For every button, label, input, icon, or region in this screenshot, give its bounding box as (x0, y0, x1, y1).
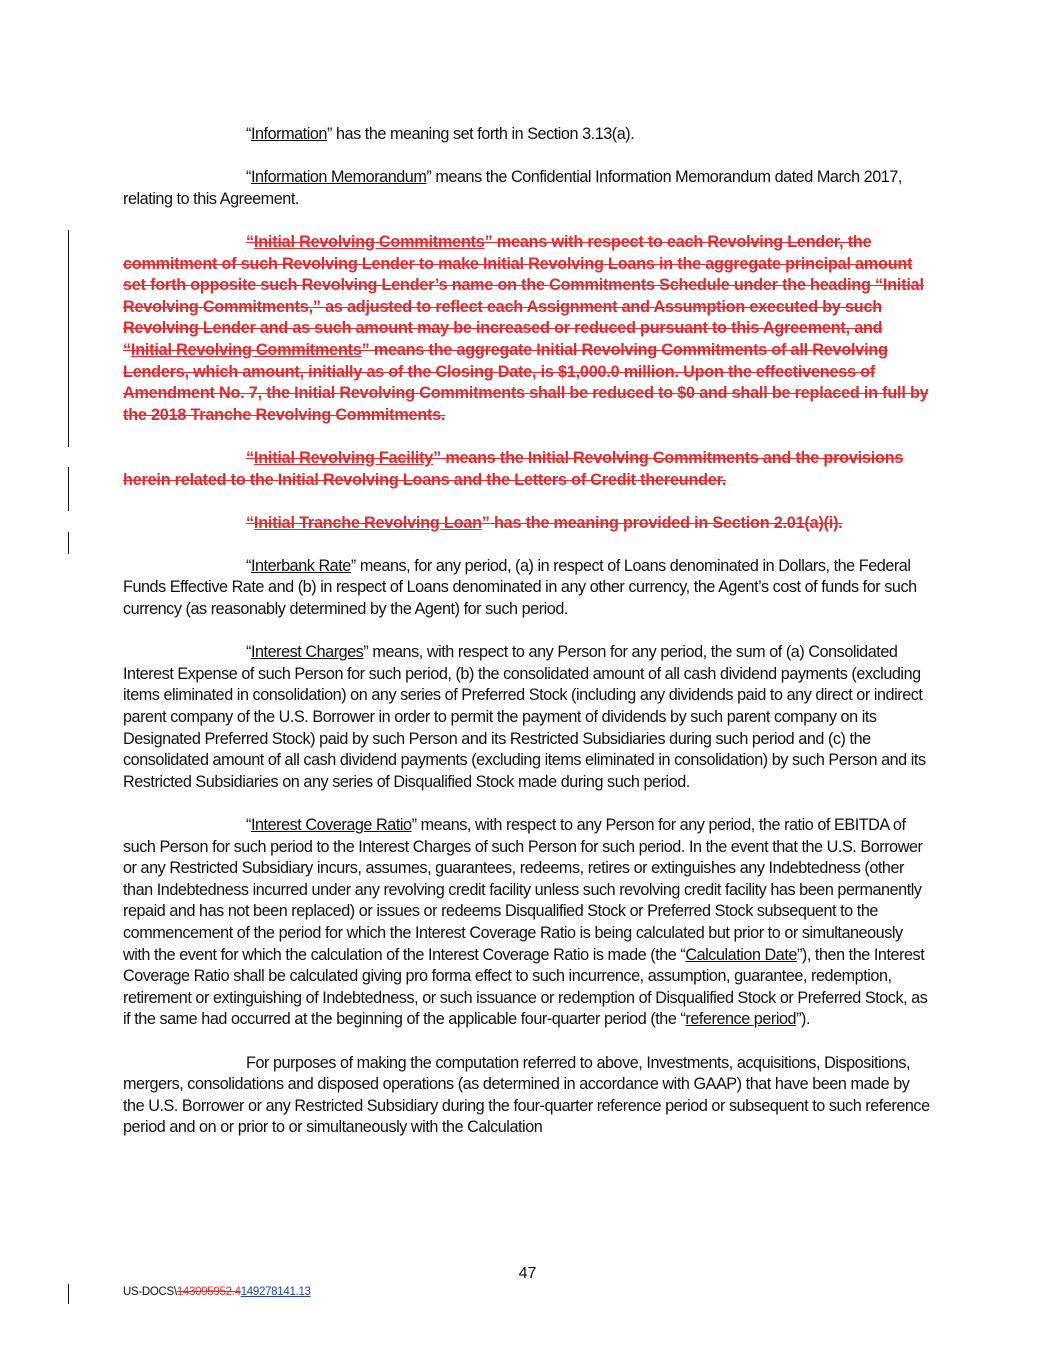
change-bar (68, 1284, 69, 1304)
defined-term: Initial Revolving Commitments (130, 340, 362, 359)
change-bar (68, 532, 69, 554)
defined-term: reference period (685, 1010, 797, 1029)
definition-information: “Information” has the meaning set forth in Section 3.13(a). (246, 125, 635, 143)
defined-term: Interest Charges (250, 643, 364, 662)
definition-text: ”). (796, 1010, 811, 1029)
definition-text: has the meaning set forth in Section 3.13(a). (331, 125, 635, 143)
doc-id-prefix: US-DOCS\ (123, 1286, 177, 1298)
definition-text: has the meaning provided in Section 2.01(a)(i). (489, 513, 843, 532)
defined-term: Interest Coverage Ratio (250, 816, 412, 834)
paragraph-computation-purposes (123, 1053, 933, 1139)
change-bar (68, 230, 69, 447)
defined-term: Interbank Rate (250, 556, 351, 575)
definition-text: ”), then the Interest Coverage Ratio shall be calculated giving pro forma effect to such incurrence, assumption, guarantee, redemption, retirement or extinguishing of Indebtedness, or such issuance or redemption of Disqualified Stock or Preferred Stock, as if the same had occurred at the beginning of the applicable four-quarter period (the “ (123, 945, 928, 1029)
doc-id-inserted: 149278141.13 (240, 1286, 311, 1298)
defined-term: Calculation Date (685, 945, 797, 964)
definition-text: means with respect to each Revolving Lender, the commitment of such Revolving Lender to make Initial Revolving Loans in the aggregate principal amount set forth opposite such Revolving Lender’s name on the Commitments Schedule under the heading “Initial Revolving Commitments,” as adjusted to reflect each Assignment and Assumption executed by such Revolving Lender and as such amount may be increased or reduced pursuant to this Agreement, and “ (123, 232, 924, 359)
document-id-footer (123, 1286, 311, 1298)
definition-interbank-rate: “Interbank Rate” means, for any period, (a) in respect of Loans denominated in Dollars, the Federal Funds Effective Rate and (b) in respect of Loans denominated in any other currency, the Agent’s cost of funds for such currency (as reasonably determined by the Agent) for such period. (123, 556, 917, 619)
definition-initial-revolving-facility-deleted: “Initial Revolving Facility” means the Initial Revolving Commitments and the provisions herein related to the Initial Revolving Loans and the Letters of Credit thereunder. (123, 448, 904, 489)
definition-text: means the aggregate Initial Revolving Commitments of all Revolving Lenders, which amount, initially as of the Closing Date, is $1,000.0 million. Upon the effectiveness of Amendment No. 7, the Initial Revolving Commitments shall be reduced to $0 and shall be replaced in full by the 2018 Tranche Revolving Commitments. (123, 340, 929, 424)
definition-text: means the Confidential Information Memorandum dated March 2017, relating to this Agreement. (123, 168, 902, 208)
definition-initial-tranche-revolving-loan-deleted: “Initial Tranche Revolving Loan” has the meaning provided in Section 2.01(a)(i). (246, 513, 843, 532)
paragraph-text: For purposes of making the computation referred to above, Investments, acquisitions, Dispositions, mergers, consolidations and disposed operations (as determined in accordance with GAAP) that have been made by the U.S. Borrower or any Restricted Subsidiary during the four-quarter reference period or subsequent to such reference period and on or prior to or simultaneously with the Calculation (123, 1053, 930, 1137)
definition-initial-revolving-commitments-deleted: “Initial Revolving Commitments” means with respect to each Revolving Lender, the commitment of such Revolving Lender to make Initial Revolving Loans in the aggregate principal amount set forth opposite such Revolving Lender’s name on the Commitments Schedule under the heading “Initial Revolving Commitments,” as adjusted to reflect each Assignment and Assumption executed by such Revolving Lender and as such amount may be increased or reduced pursuant to this Agreement, and “Initial Revolving Commitments” means the aggregate Initial Revolving Commitments of all Revolving Lenders, which amount, initially as of the Closing Date, is $1,000.0 million. Upon the effectiveness of Amendment No. 7, the Initial Revolving Commitments shall be reduced to $0 and shall be replaced in full by the 2018 Tranche Revolving Commitments. (123, 232, 929, 424)
defined-term: Initial Tranche Revolving Loan (253, 513, 482, 532)
definition-text: means, with respect to any Person for any period, the ratio of EBITDA of such Person for such period to the Interest Charges of such Person for such period. In the event that the U.S. Borrower or any Restricted Subsidiary incurs, assumes, guarantees, redeems, retires or extinguishes any Indebtedness (other than Indebtedness incurred under any revolving credit facility unless such revolving credit facility has been permanently repaid and has not been replaced) or issues or redeems Disqualified Stock or Preferred Stock subsequent to the commencement of the period for which the Interest Coverage Ratio is being calculated but prior to or simultaneously with the event for which the calculation of the Interest Coverage Ratio is made (the “ (123, 816, 923, 964)
change-bar (68, 467, 69, 511)
definition-text: means, for any period, (a) in respect of Loans denominated in Dollars, the Federal Funds Effective Rate and (b) in respect of Loans denominated in any other currency, the Agent’s cost of funds for such currency (as reasonably determined by the Agent) for such period. (123, 556, 917, 619)
definition-interest-coverage-ratio: “Interest Coverage Ratio” means, with respect to any Person for any period, the ratio of EBITDA of such Person for such period to the Interest Charges of such Person for such period. In the event that the U.S. Borrower or any Restricted Subsidiary incurs, assumes, guarantees, redeems, retires or extinguishes any Indebtedness (other than Indebtedness incurred under any revolving credit facility unless such revolving credit facility has been permanently repaid and has not been replaced) or issues or redeems Disqualified Stock or Preferred Stock subsequent to the commencement of the period for which the Interest Coverage Ratio is being calculated but prior to or simultaneously with the event for which the calculation of the Interest Coverage Ratio is made (the “Calculation Date”), then the Interest Coverage Ratio shall be calculated giving pro forma effect to such incurrence, assumption, guarantee, redemption, retirement or extinguishing of Indebtedness, or such issuance or redemption of Disqualified Stock or Preferred Stock, as if the same had occurred at the beginning of the applicable four-quarter period (the “reference period”). (123, 816, 928, 1029)
doc-id-deleted: 143095952.4 (176, 1286, 241, 1298)
definition-interest-charges: “Interest Charges” means, with respect to any Person for any period, the sum of (a) Consolidated Interest Expense of such Person for such period, (b) the consolidated amount of all cash dividend payments (excluding items eliminated in consolidation) on any series of Preferred Stock (including any dividends paid to any direct or indirect parent company of the U.S. Borrower in order to permit the payment of dividends by such parent company on its Designated Preferred Stock) paid by such Person and its Restricted Subsidiaries during such period and (c) the consolidated amount of all cash dividend payments (excluding items eliminated in consolidation) by such Person and its Restricted Subsidiaries on any series of Disqualified Stock made during such period. (123, 643, 926, 791)
defined-term: Initial Revolving Commitments (253, 232, 485, 251)
document-page (123, 124, 933, 1161)
defined-term: Information (250, 125, 327, 143)
definition-text: means, with respect to any Person for any period, the sum of (a) Consolidated Interest Expense of such Person for such period, (b) the consolidated amount of all cash dividend payments (excluding items eliminated in consolidation) on any series of Preferred Stock (including any dividends paid to any direct or indirect parent company of the U.S. Borrower in order to permit the payment of dividends by such parent company on its Designated Preferred Stock) paid by such Person and its Restricted Subsidiaries during such period and (c) the consolidated amount of all cash dividend payments (excluding items eliminated in consolidation) by such Person and its Restricted Subsidiaries on any series of Disqualified Stock made during such period. (123, 643, 926, 791)
defined-term: Information Memorandum (250, 168, 427, 187)
definition-information-memorandum: “Information Memorandum” means the Confidential Information Memorandum dated March 2017, relating to this Agreement. (123, 168, 902, 208)
page-number: 47 (518, 1265, 537, 1282)
definition-text: means the Initial Revolving Commitments and the provisions herein related to the Initial Revolving Loans and the Letters of Credit thereunder. (123, 448, 904, 489)
defined-term: Initial Revolving Facility (253, 448, 434, 467)
